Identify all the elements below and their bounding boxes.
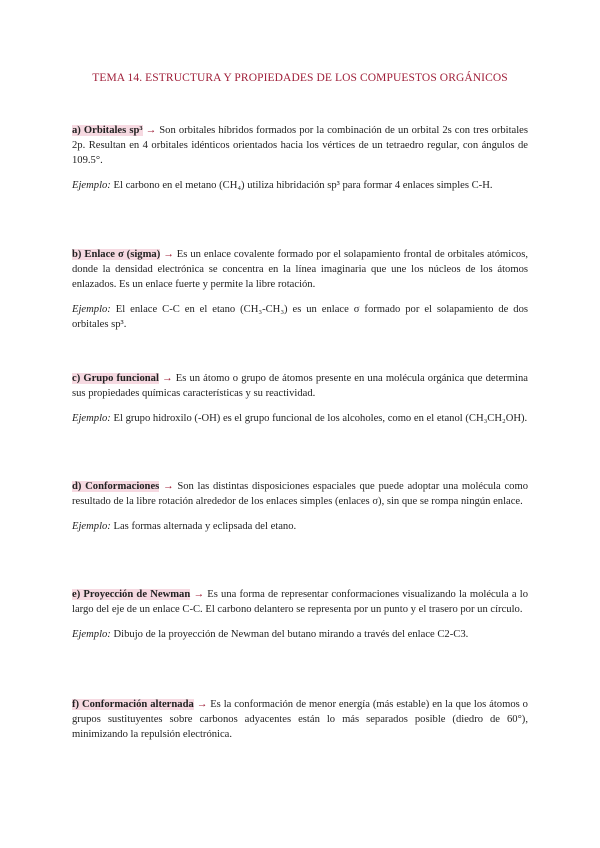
definition-text: Son orbitales híbridos formados por la combinación de un orbital 2s con tres orbitales 2p. Resultan en 4 orbitales idénticos orientados hacia los vértices de un tetraedro regular, con ángulos de 109.5°. <box>72 125 529 166</box>
section-example <box>72 411 528 426</box>
section-term: b) Enlace σ (sigma) <box>72 249 161 260</box>
arrow-icon: → <box>196 699 208 710</box>
definition-text: Es un átomo o grupo de átomos presente en una molécula orgánica que determina sus propiedades químicas características y su reactividad. <box>72 373 528 399</box>
example-label: Ejemplo: <box>72 304 111 315</box>
section-orbitales-sp3 <box>72 123 528 193</box>
example-text: El enlace C-C en el etano (CH₃-CH₃) es un enlace σ formado por el solapamiento de dos orbitales sp³. <box>72 304 528 330</box>
section-definition <box>72 247 528 292</box>
arrow-icon: → <box>145 125 157 136</box>
definition-text: Es un enlace covalente formado por el solapamiento frontal de orbitales atómicos, donde la densidad electrónica se concentra en la línea imaginaria que une los núcleos de los átomos enlazados. Es un enlace fuerte y permite la libre rotación. <box>72 249 528 290</box>
section-conformacion-alternada <box>72 697 528 742</box>
section-conformaciones <box>72 479 528 534</box>
example-label: Ejemplo: <box>72 521 111 532</box>
example-text: Dibujo de la proyección de Newman del butano mirando a través del enlace C2-C3. <box>113 629 469 640</box>
section-enlace-sigma <box>72 247 528 332</box>
arrow-icon: → <box>163 249 174 260</box>
example-text: El carbono en el metano (CH₄) utiliza hibridación sp³ para formar 4 enlaces simples C-H. <box>113 180 493 191</box>
section-definition <box>72 587 528 617</box>
section-example <box>72 519 528 534</box>
section-example <box>72 302 528 332</box>
page-title: TEMA 14. ESTRUCTURA Y PROPIEDADES DE LOS COMPUESTOS ORGÁNICOS <box>92 72 508 84</box>
section-definition <box>72 479 528 509</box>
section-definition <box>72 697 528 742</box>
section-example <box>72 627 528 642</box>
section-term: c) Grupo funcional <box>72 373 159 384</box>
section-example <box>72 178 528 193</box>
example-label: Ejemplo: <box>72 629 111 640</box>
section-term: d) Conformaciones <box>72 481 160 492</box>
section-term: e) Proyección de Newman <box>72 589 191 600</box>
arrow-icon: → <box>162 373 173 384</box>
definition-text: Son las distintas disposiciones espaciales que puede adoptar una molécula como resultado de la libre rotación alrededor de los enlaces simples (enlaces σ), sin que se rompa ningún enlace. <box>72 481 529 507</box>
example-text: El grupo hidroxilo (-OH) es el grupo funcional de los alcoholes, como en el etanol (CH₃CH₂OH). <box>113 413 528 424</box>
section-proyeccion-newman <box>72 587 528 642</box>
section-term: f) Conformación alternada <box>72 699 194 710</box>
section-grupo-funcional <box>72 371 528 426</box>
arrow-icon: → <box>193 589 205 600</box>
definition-text: Es una forma de representar conformaciones visualizando la molécula a lo largo del eje de un enlace C-C. El carbono delantero se representa por un punto y el trasero por un círculo. <box>72 589 528 615</box>
example-label: Ejemplo: <box>72 413 111 424</box>
section-definition <box>72 371 528 401</box>
definition-text: Es la conformación de menor energía (más estable) en la que los átomos o grupos sustituyentes sobre carbonos adyacentes están lo más separados posible (diedro de 60°), minimizando la repulsión electrónica. <box>72 699 528 740</box>
arrow-icon: → <box>163 481 174 492</box>
section-definition <box>72 123 528 168</box>
example-text: Las formas alternada y eclipsada del etano. <box>113 521 297 532</box>
section-term: a) Orbitales sp³ <box>72 125 143 136</box>
example-label: Ejemplo: <box>72 180 111 191</box>
